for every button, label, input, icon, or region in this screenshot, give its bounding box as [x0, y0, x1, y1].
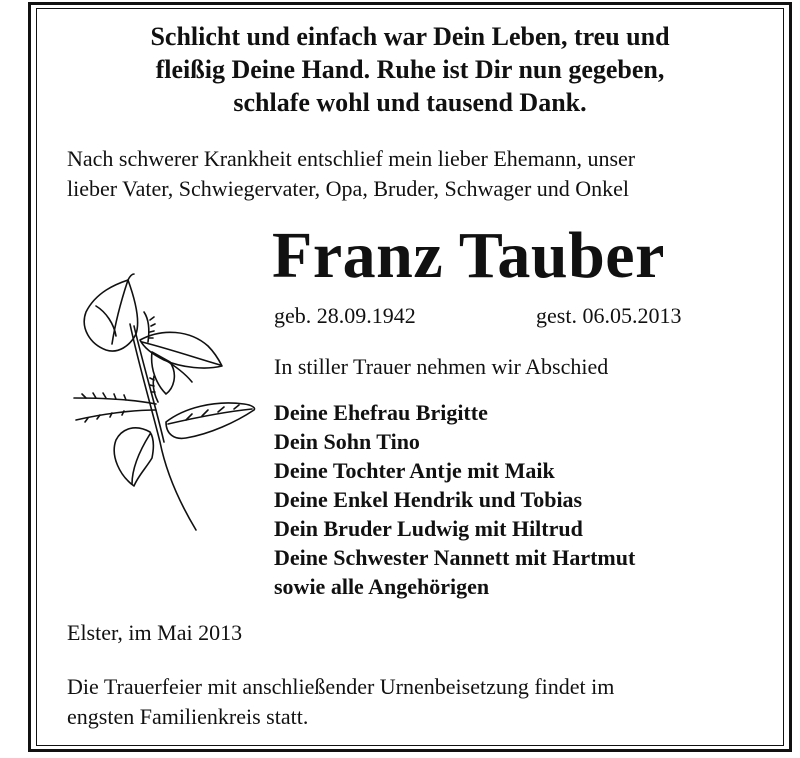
mourner-entry: sowie alle Angehörigen — [274, 574, 490, 599]
funeral-notice — [67, 672, 614, 732]
memorial-poem — [52, 20, 768, 119]
death-date: gest. 06.05.2013 — [536, 303, 682, 328]
intro-text — [67, 144, 635, 204]
calla-lily-icon — [66, 272, 258, 536]
intro-line: Nach schwerer Krankheit entschlief mein lieber Ehemann, unser — [67, 146, 636, 171]
birth-date: geb. 28.09.1942 — [274, 303, 416, 328]
mourner-entry: Deine Schwester Nannett mit Hartmut — [274, 545, 636, 570]
mourner-entry: Deine Tochter Antje mit Maik — [274, 458, 555, 483]
mourner-entry: Dein Sohn Tino — [274, 429, 420, 454]
farewell-line: In stiller Trauer nehmen wir Abschied — [274, 354, 609, 379]
poem-line: schlafe wohl und tausend Dank. — [233, 88, 587, 117]
mourner-entry: Deine Enkel Hendrik und Tobias — [274, 487, 583, 512]
deceased-name: Franz Tauber — [272, 219, 665, 292]
mourners-list — [274, 398, 635, 601]
poem-line: Schlicht und einfach war Dein Leben, treu und — [150, 22, 670, 51]
notice-line: Die Trauerfeier mit anschließender Urnenbeisetzung findet im — [67, 674, 615, 699]
mourner-entry: Deine Ehefrau Brigitte — [274, 400, 488, 425]
poem-line: fleißig Deine Hand. Ruhe ist Dir nun gegeben, — [155, 55, 665, 84]
intro-line: lieber Vater, Schwiegervater, Opa, Bruder, Schwager und Onkel — [67, 176, 630, 201]
notice-line: engsten Familienkreis statt. — [67, 704, 309, 729]
place-date: Elster, im Mai 2013 — [67, 620, 243, 645]
mourner-entry: Dein Bruder Ludwig mit Hiltrud — [274, 516, 583, 541]
